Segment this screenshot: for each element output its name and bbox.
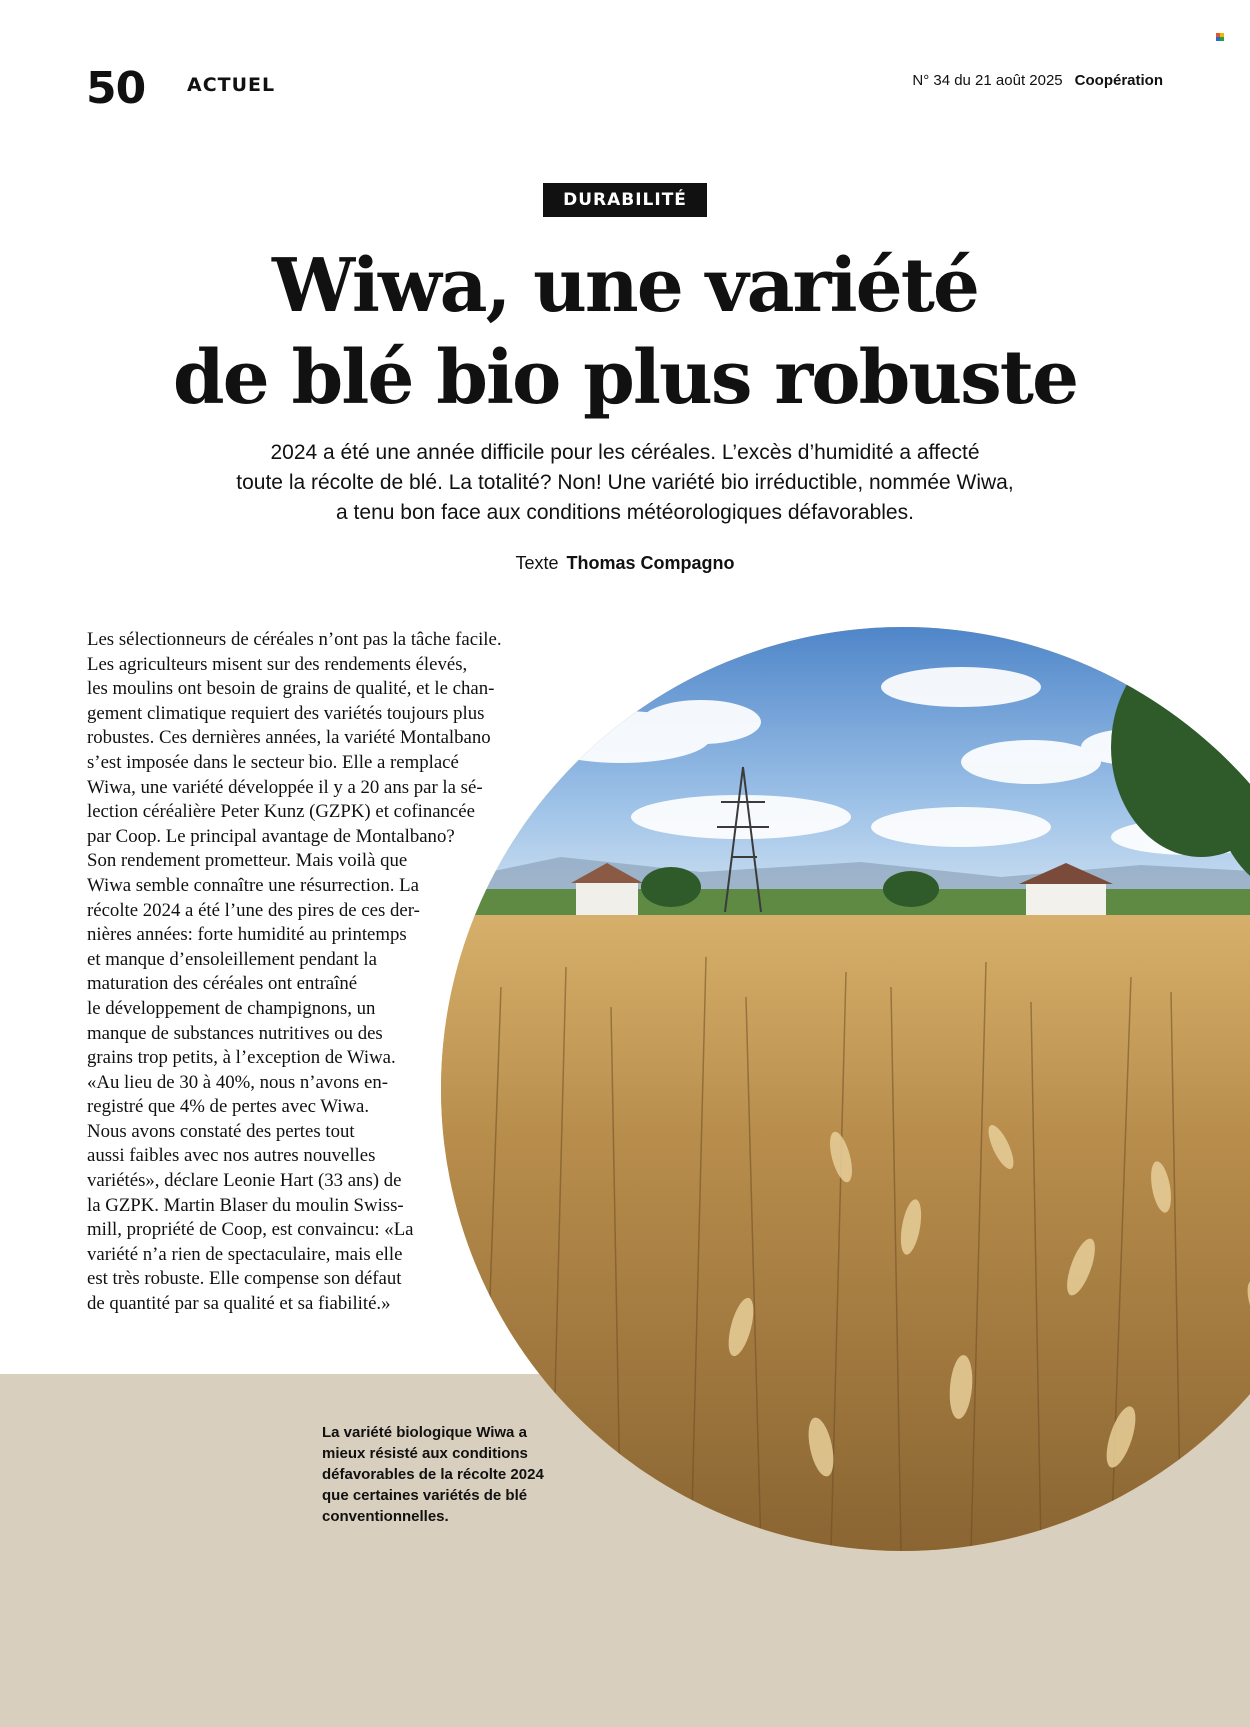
body-line: Les sélectionneurs de céréales n’ont pas la tâche facile. — [87, 629, 502, 650]
photo-caption — [322, 1422, 582, 1527]
lead-line: 2024 a été une année difficile pour les céréales. L’excès d’humidité a affecté — [270, 441, 980, 464]
body-line: par Coop. Le principal avantage de Montalbano? — [87, 825, 455, 847]
body-line: les moulins ont besoin de grains de qualité, et le chan- — [87, 678, 495, 700]
caption-line: défavorables de la récolte 2024 — [322, 1466, 544, 1483]
body-line: Les agriculteurs misent sur des rendements élevés, — [87, 653, 468, 675]
issue-date: N° 34 du 21 août 2025 — [912, 72, 1063, 89]
body-line: la GZPK. Martin Blaser du moulin Swiss- — [87, 1194, 404, 1216]
body-line: est très robuste. Elle compense son défaut — [87, 1268, 402, 1290]
body-line: de quantité par sa qualité et sa fiabilité.» — [87, 1293, 391, 1315]
byline — [0, 553, 1250, 574]
body-line: Nous avons constaté des pertes tout — [87, 1120, 355, 1142]
body-line: Son rendement prometteur. Mais voilà que — [87, 850, 408, 872]
corner-logo-icon — [1216, 33, 1224, 41]
section-label: ACTUEL — [187, 74, 276, 96]
publication-name: Coopération — [1074, 72, 1163, 89]
body-line: robustes. Ces dernières années, la variété Montalbano — [87, 727, 491, 749]
body-line: «Au lieu de 30 à 40%, nous n’avons en- — [87, 1071, 388, 1093]
body-line: maturation des céréales ont entraîné — [87, 973, 358, 995]
body-line: Wiwa, une variété développée il y a 20 ans par la sé- — [87, 776, 483, 798]
lead-line: a tenu bon face aux conditions météorologiques défavorables. — [336, 501, 914, 524]
lead-paragraph — [150, 438, 1100, 528]
body-line: manque de substances nutritives ou des — [87, 1022, 383, 1044]
body-line: Wiwa semble connaître une résurrection. La — [87, 874, 419, 896]
caption-line: mieux résisté aux conditions — [322, 1445, 528, 1462]
caption-line: La variété biologique Wiwa a — [322, 1424, 527, 1441]
body-line: aussi faibles avec nos autres nouvelles — [87, 1145, 376, 1167]
body-line: grains trop petits, à l’exception de Wiwa. — [87, 1047, 396, 1069]
body-line: variétés», déclare Leonie Hart (33 ans) de — [87, 1170, 402, 1192]
body-line: lection céréalière Peter Kunz (GZPK) et cofinancée — [87, 801, 475, 823]
body-line: gement climatique requiert des variétés toujours plus — [87, 702, 485, 724]
body-line: variété n’a rien de spectaculaire, mais elle — [87, 1243, 403, 1265]
category-tag: DURABILITÉ — [543, 183, 707, 217]
article-body — [87, 628, 527, 1317]
body-line: nières années: forte humidité au printemps — [87, 924, 407, 946]
headline — [100, 240, 1150, 424]
issue-info — [912, 72, 1163, 89]
page-number: 50 — [86, 63, 146, 114]
byline-author: Thomas Compagno — [566, 553, 735, 573]
caption-line: conventionnelles. — [322, 1508, 449, 1525]
body-line: et manque d’ensoleillement pendant la — [87, 948, 377, 970]
body-line: le développement de champignons, un — [87, 997, 376, 1019]
byline-label: Texte — [515, 553, 559, 573]
body-line: registré que 4% de pertes avec Wiwa. — [87, 1096, 370, 1118]
body-line: récolte 2024 a été l’une des pires de ces der- — [87, 899, 420, 921]
headline-line: de blé bio plus robuste — [172, 335, 1078, 421]
body-line: s’est imposée dans le secteur bio. Elle a remplacé — [87, 751, 459, 773]
lead-line: toute la récolte de blé. La totalité? Non! Une variété bio irréductible, nommée Wiwa, — [236, 471, 1014, 494]
headline-line: Wiwa, une variété — [272, 243, 978, 329]
body-line: mill, propriété de Coop, est convaincu: «La — [87, 1219, 414, 1241]
caption-line: que certaines variétés de blé — [322, 1487, 528, 1504]
